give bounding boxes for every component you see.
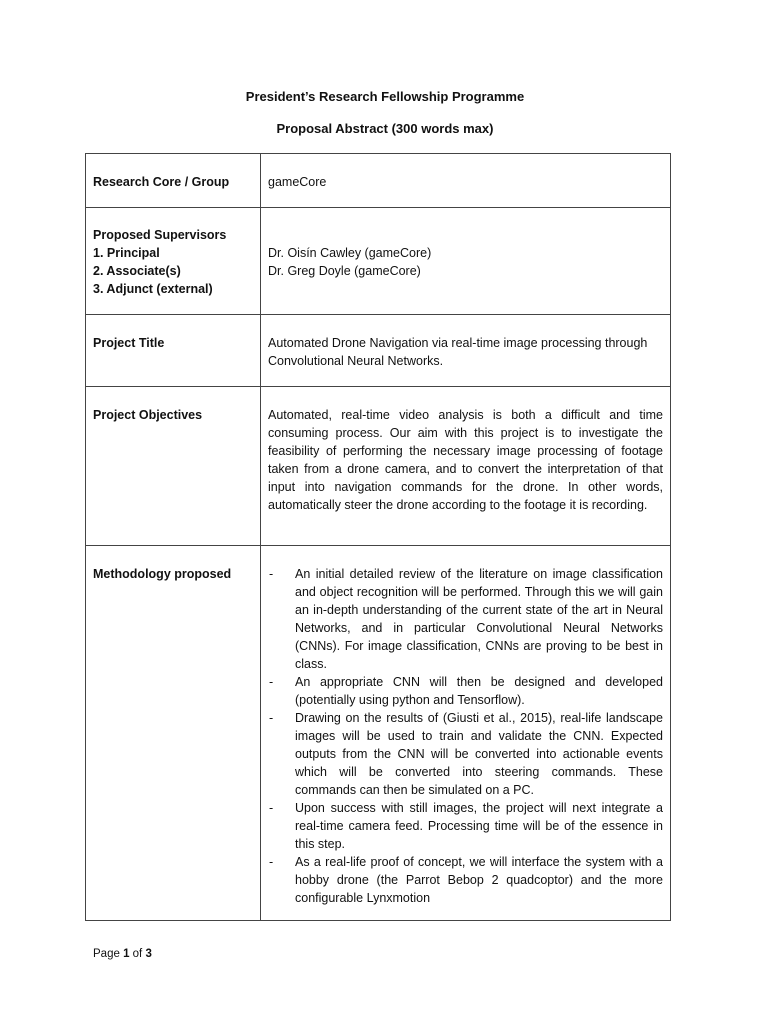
supervisors-label-line: Proposed Supervisors — [93, 228, 227, 242]
supervisors-label-line: 1. Principal — [93, 246, 160, 260]
dash-bullet: - — [269, 567, 274, 581]
document-subtitle: Proposal Abstract (300 words max) — [276, 121, 494, 136]
research-core-label: Research Core / Group — [86, 154, 261, 208]
row-project-objectives — [86, 387, 671, 546]
project-objectives-value: Automated, real-time video analysis is both a difficult and time consuming process. Our aim with this project is to investigate the feasibility of performing the necessary image processing of footage taken from a drone camera, and to convert the interpretation of that input into navigation commands for the drone. In other words, automatically steer the drone according to the footage it is recording. — [261, 387, 671, 546]
supervisors-label — [86, 208, 261, 315]
project-objectives-label: Project Objectives — [86, 387, 261, 546]
methodology-list — [268, 565, 663, 907]
row-supervisors — [86, 208, 671, 315]
supervisors-label-line: 3. Adjunct (external) — [93, 282, 213, 296]
document-title: President’s Research Fellowship Programme — [245, 89, 525, 104]
dash-bullet: - — [269, 675, 274, 689]
row-project-title — [86, 315, 671, 387]
page-prefix: Page — [93, 948, 124, 960]
supervisors-value — [261, 208, 671, 315]
supervisors-label-line: 2. Associate(s) — [93, 264, 181, 278]
methodology-item: - Drawing on the results of (Giusti et al., 2015), real-life landscape images will be used to train and validate the CNN. Expected outputs from the CNN will be converted into actionable events which will be converted into steering commands. These commands can then be simulated on a PC. — [269, 711, 663, 797]
row-research-core — [86, 154, 671, 208]
methodology-item: - An appropriate CNN will then be designed and developed (potentially using python and Tensorflow). — [269, 675, 663, 707]
research-core-value: gameCore — [261, 154, 671, 208]
page-footer — [93, 948, 152, 960]
methodology-label: Methodology proposed — [86, 546, 261, 921]
supervisor-associate: Dr. Greg Doyle (gameCore) — [268, 264, 421, 278]
dash-bullet: - — [269, 711, 274, 725]
project-title-label: Project Title — [86, 315, 261, 387]
dash-bullet: - — [269, 801, 274, 815]
row-methodology — [86, 546, 671, 921]
page-current: 1 — [123, 948, 130, 960]
supervisor-principal: Dr. Oisín Cawley (gameCore) — [268, 246, 432, 260]
methodology-item: - An initial detailed review of the literature on image classification and object recognition will be performed. Through this we will gain an in-depth understanding of the current state of the art in Neural Networks, and in particular Convolutional Neural Networks (CNNs). For image classification, CNNs are proving to be best in class. — [269, 567, 663, 671]
page-middle: of — [129, 948, 146, 960]
methodology-item: - Upon success with still images, the project will next integrate a real-time camera feed. Processing time will be of the essence in this step. — [269, 801, 663, 851]
dash-bullet: - — [269, 855, 274, 869]
project-title-value: Automated Drone Navigation via real-time image processing through Convolutional Neural Networks. — [261, 315, 671, 387]
page-total: 3 — [145, 948, 152, 960]
methodology-value — [261, 546, 671, 921]
proposal-table — [85, 153, 671, 921]
methodology-item: - As a real-life proof of concept, we will interface the system with a hobby drone (the Parrot Bebop 2 quadcoptor) and the more configurable Lynxmotion — [269, 855, 663, 905]
